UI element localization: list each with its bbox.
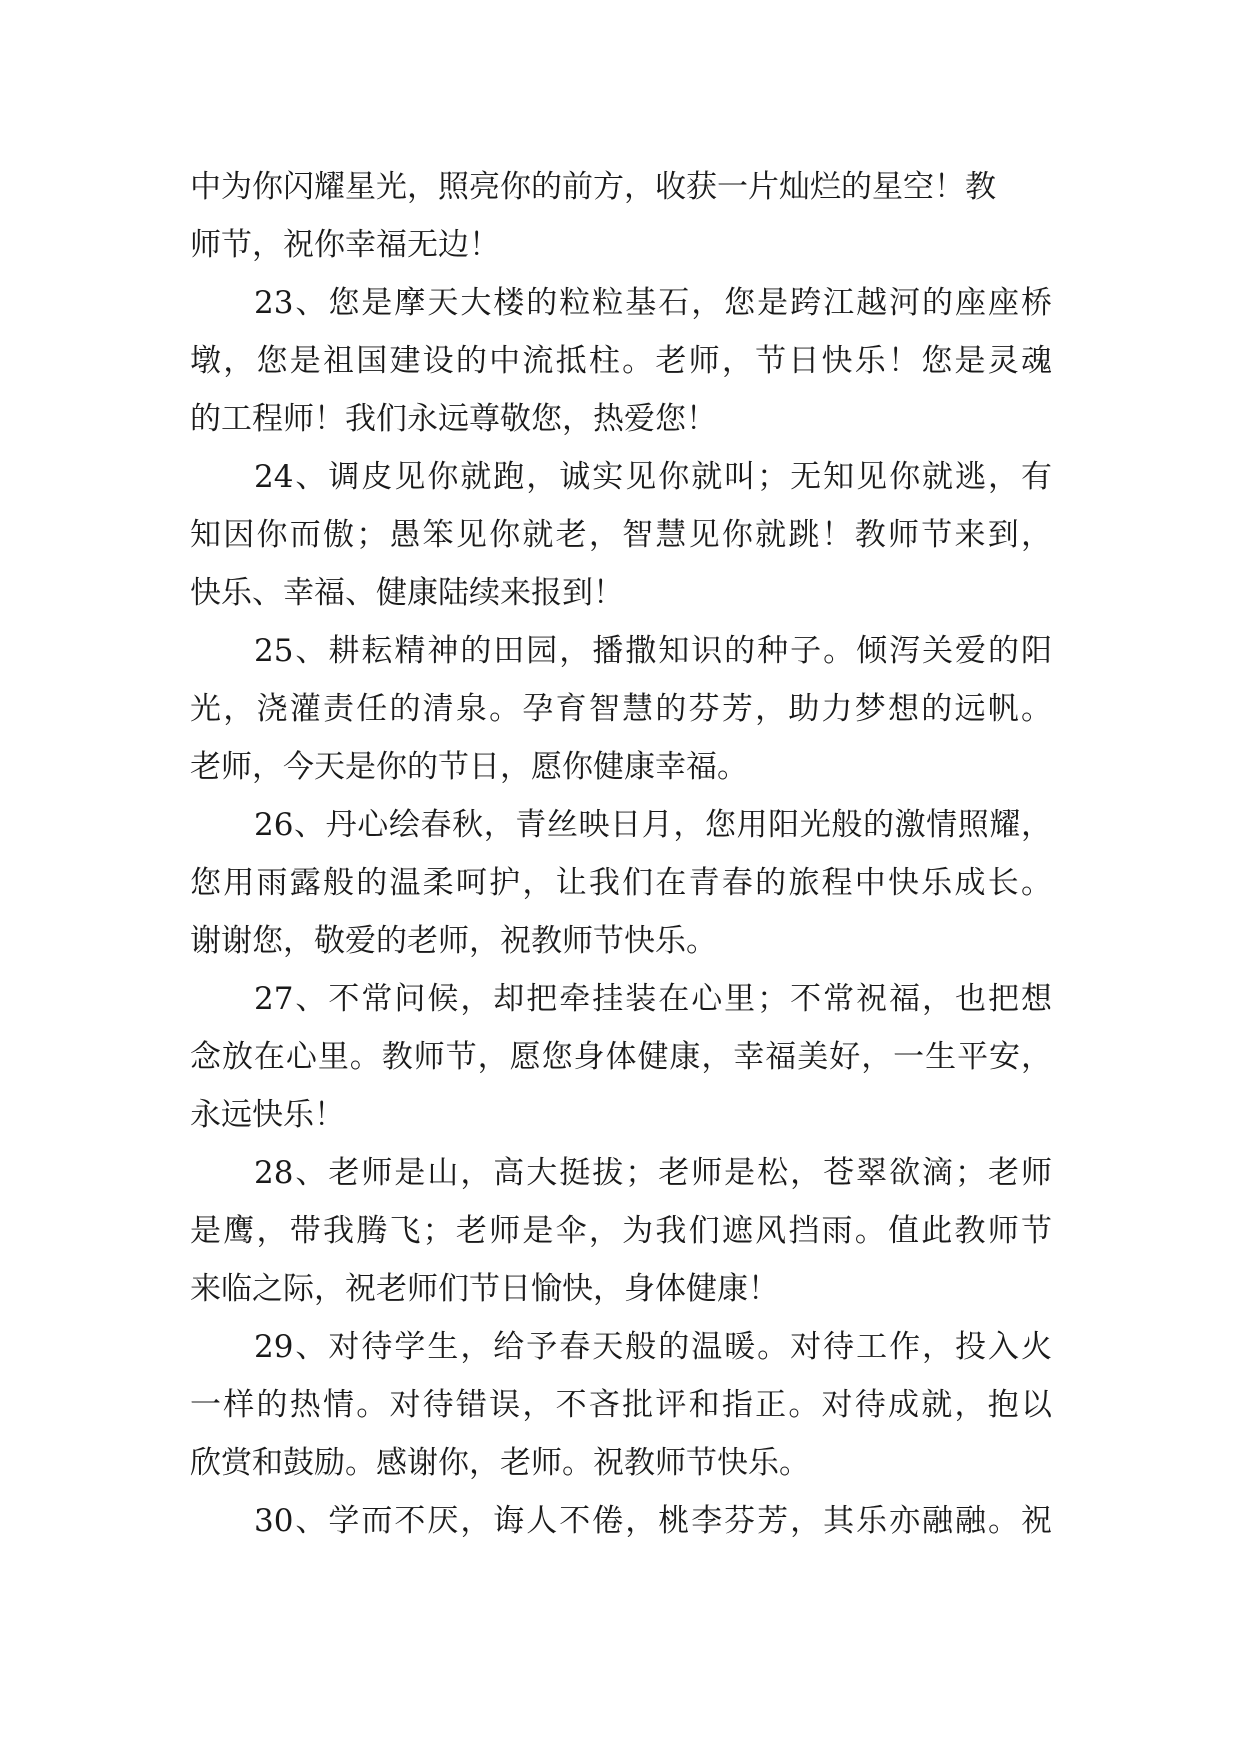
text-line: 光，浇灌责任的清泉。孕育智慧的芬芳，助力梦想的远帆。 — [190, 691, 1052, 727]
paragraph-first-line: 29、对待学生，给予春天般的温暖。对待工作，投入火 — [254, 1329, 1052, 1365]
paragraph-first-line: 27、不常问候，却把牵挂装在心里；不常祝福，也把想 — [254, 981, 1052, 1017]
paragraph-first-line: 28、老师是山，高大挺拔；老师是松，苍翠欲滴；老师 — [254, 1155, 1052, 1191]
text-line: 念放在心里。教师节，愿您身体健康，幸福美好，一生平安， — [190, 1039, 1052, 1075]
body-text — [190, 158, 1052, 1550]
text-line: 的工程师！我们永远尊敬您，热爱您！ — [190, 401, 717, 437]
paragraph-first-line: 25、耕耘精神的田园，播撒知识的种子。倾泻关爱的阳 — [254, 633, 1052, 669]
text-line: 欣赏和鼓励。感谢你，老师。祝教师节快乐。 — [190, 1445, 810, 1481]
text-line: 墩，您是祖国建设的中流抵柱。老师，节日快乐！您是灵魂 — [190, 343, 1052, 379]
paragraph-first-line: 23、您是摩天大楼的粒粒基石，您是跨江越河的座座桥 — [254, 285, 1052, 321]
text-line: 是鹰，带我腾飞；老师是伞，为我们遮风挡雨。值此教师节 — [190, 1213, 1052, 1249]
paragraph-first-line: 26、丹心绘春秋，青丝映日月，您用阳光般的激情照耀， — [254, 807, 1052, 843]
text-line: 您用雨露般的温柔呵护，让我们在青春的旅程中快乐成长。 — [190, 865, 1052, 901]
text-line: 来临之际，祝老师们节日愉快，身体健康！ — [190, 1271, 779, 1307]
text-line: 一样的热情。对待错误，不吝批评和指正。对待成就，抱以 — [190, 1387, 1052, 1423]
text-line: 老师，今天是你的节日，愿你健康幸福。 — [190, 749, 748, 785]
text-line: 师节，祝你幸福无边！ — [190, 227, 500, 263]
text-line: 永远快乐！ — [190, 1097, 345, 1133]
text-line: 中为你闪耀星光，照亮你的前方，收获一片灿烂的星空！教 — [190, 169, 996, 205]
text-line: 快乐、幸福、健康陆续来报到！ — [190, 575, 624, 611]
paragraph-first-line: 24、调皮见你就跑，诚实见你就叫；无知见你就逃，有 — [254, 459, 1052, 495]
text-line: 谢谢您，敬爱的老师，祝教师节快乐。 — [190, 923, 717, 959]
text-line: 知因你而傲；愚笨见你就老，智慧见你就跳！教师节来到， — [190, 517, 1052, 553]
paragraph-first-line: 30、学而不厌，诲人不倦，桃李芬芳，其乐亦融融。祝 — [254, 1503, 1052, 1539]
